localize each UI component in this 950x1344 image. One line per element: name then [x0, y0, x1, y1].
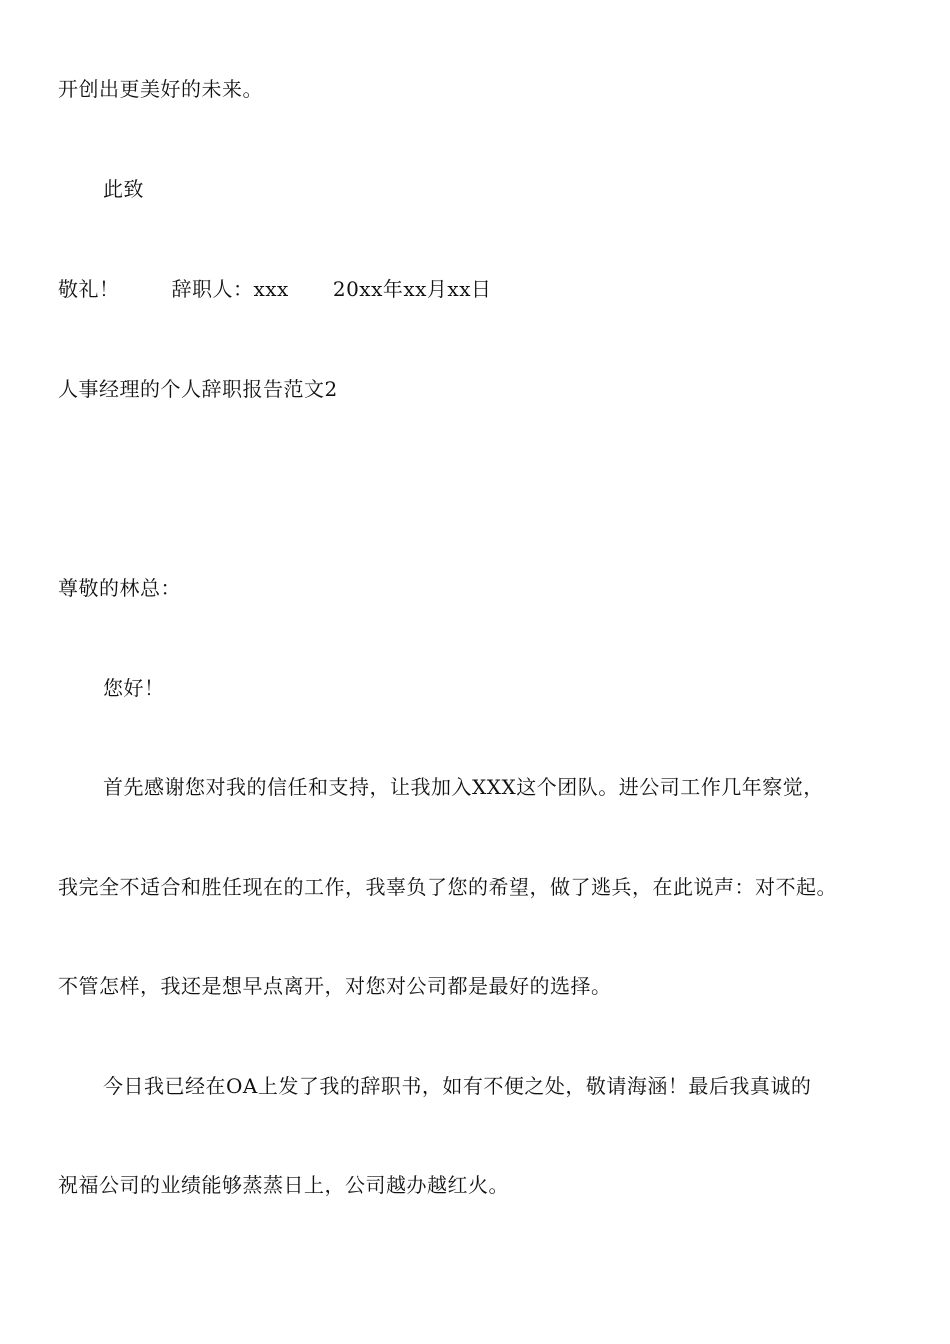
- hello-text: 您好！: [103, 676, 165, 700]
- body-line-2: 我完全不适合和胜任现在的工作，我辜负了您的希望，做了逃兵，在此说声：对不起。: [58, 875, 837, 899]
- body-line-5: 祝福公司的业绩能够蒸蒸日上，公司越办越红火。: [58, 1173, 509, 1197]
- resigner-text: 辞职人：xxx: [171, 277, 289, 301]
- body-line-3: 不管怎样，我还是想早点离开，对您对公司都是最好的选择。: [58, 974, 612, 998]
- section-heading: 人事经理的个人辞职报告范文2: [58, 377, 338, 401]
- closing-phrase: 此致: [103, 177, 144, 201]
- paragraph-ending: 开创出更美好的未来。: [58, 77, 263, 101]
- body-line-1: 首先感谢您对我的信任和支持，让我加入XXX这个团队。进公司工作几年察觉，: [103, 775, 824, 799]
- closing-line: [58, 276, 491, 302]
- greeting-text: 尊敬的林总：: [58, 576, 181, 600]
- salute-text: 敬礼！: [58, 277, 120, 301]
- body-line-4: 今日我已经在OA上发了我的辞职书，如有不便之处，敬请海涵！最后我真诚的: [103, 1074, 812, 1098]
- date-text: 20xx年xx月xx日: [332, 277, 492, 301]
